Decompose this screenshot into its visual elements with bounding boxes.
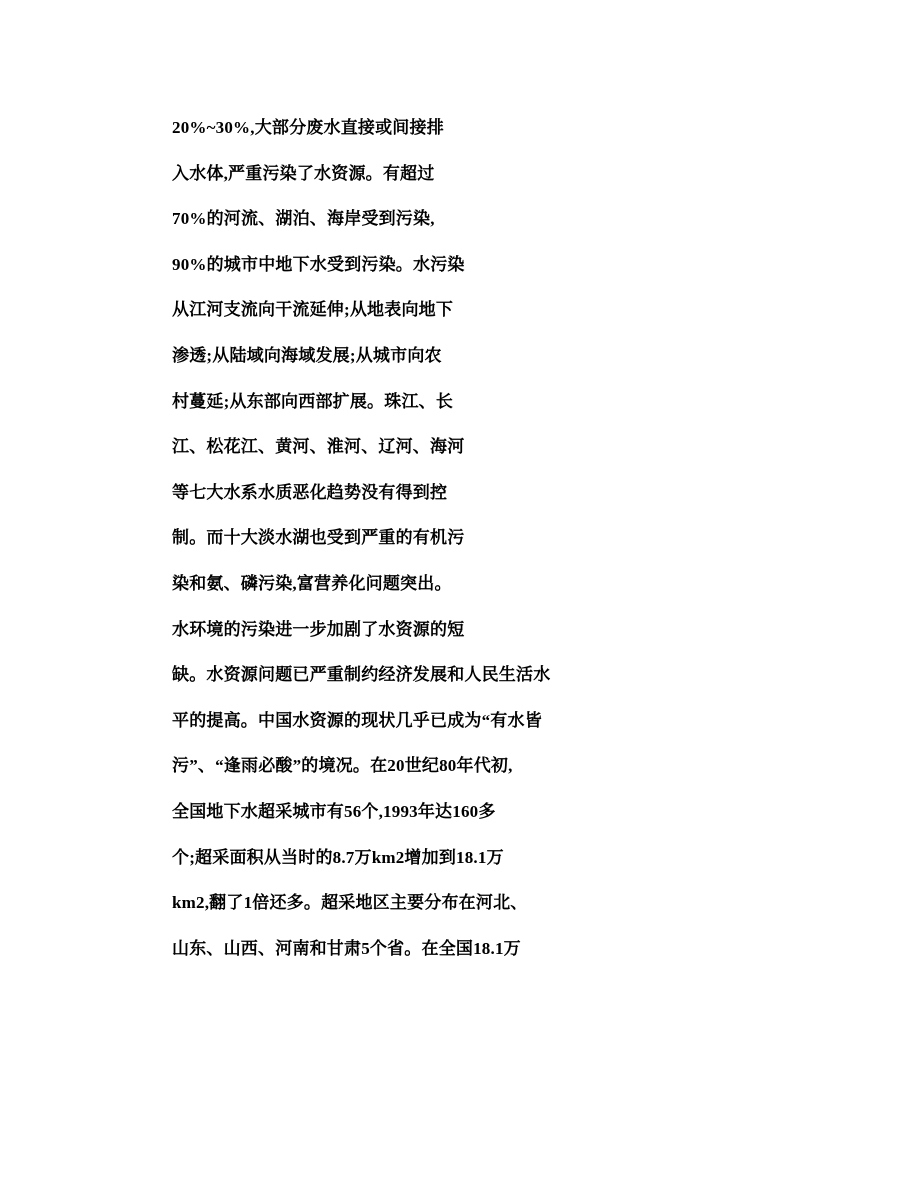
text-line: 污”、“逢雨必酸”的境况。在20世纪80年代初, — [172, 756, 513, 776]
text-line: 制。而十大淡水湖也受到严重的有机污 — [172, 528, 465, 548]
text-line: 全国地下水超采城市有56个,1993年达160多 — [172, 801, 496, 821]
text-line: 个;超采面积从当时的8.7万km2增加到18.1万 — [172, 847, 504, 867]
text-line: 70%的河流、湖泊、海岸受到污染, — [172, 209, 435, 229]
text-line: km2,翻了1倍还多。超采地区主要分布在河北、 — [172, 893, 528, 913]
text-line: 村蔓延;从东部向西部扩展。珠江、长 — [172, 391, 454, 411]
text-line: 90%的城市中地下水受到污染。水污染 — [172, 254, 465, 274]
text-line: 水环境的污染进一步加剧了水资源的短 — [172, 619, 465, 639]
text-line: 平的提高。中国水资源的现状几乎已成为“有水皆 — [172, 710, 542, 730]
text-line: 从江河支流向干流延伸;从地表向地下 — [172, 300, 454, 320]
text-line: 缺。水资源问题已严重制约经济发展和人民生活水 — [172, 665, 551, 685]
text-line: 入水体,严重污染了水资源。有超过 — [172, 163, 435, 183]
text-line: 20%~30%,大部分废水直接或间接排 — [172, 118, 444, 137]
text-line: 渗透;从陆域向海域发展;从城市向农 — [172, 345, 442, 365]
body-text — [172, 116, 872, 982]
text-line: 山东、山西、河南和甘肃5个省。在全国18.1万 — [172, 938, 521, 958]
text-line: 染和氨、磷污染,富营养化问题突出。 — [172, 573, 452, 593]
text-line: 江、松花江、黄河、淮河、辽河、海河 — [172, 437, 465, 457]
text-line: 等七大水系水质恶化趋势没有得到控 — [172, 482, 448, 502]
